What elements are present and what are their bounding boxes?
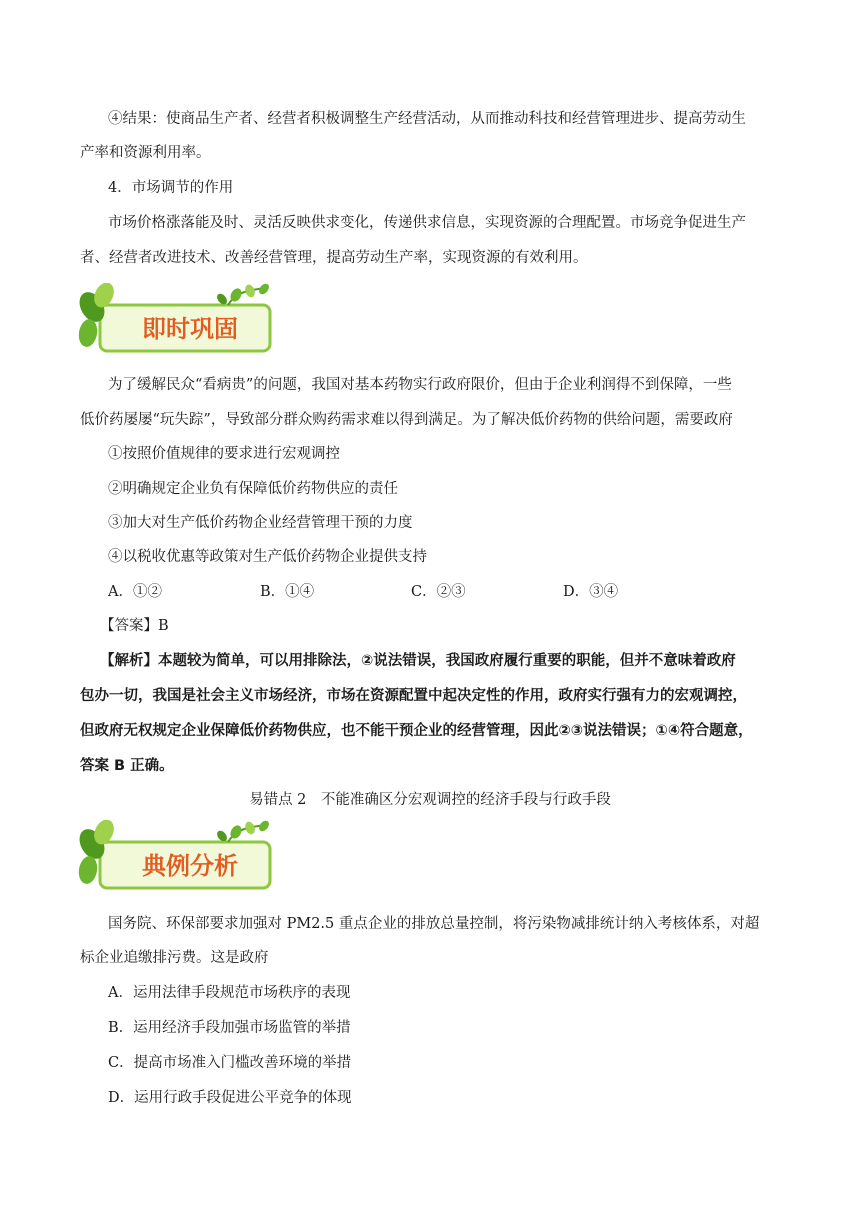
- banner-dianlifenxi: [78, 820, 283, 895]
- result-line-2: 产率和资源利用率。: [80, 145, 211, 161]
- question1-stem-line-2: 低价药屡屡“玩失踪”，导致部分群众购药需求难以得到满足。为了解决低价药物的供给问题，需要政府: [80, 412, 733, 428]
- banner-label: 即时巩固: [142, 315, 238, 343]
- question1-analysis-line-1: 【解析】本题较为简单，可以用排除法，②说法错误，我国政府履行重要的职能，但并不意味着政府: [100, 653, 736, 669]
- banner-jishigonggu: [78, 283, 283, 358]
- question2-stem-line-2: 标企业追缴排污费。这是政府: [80, 950, 269, 966]
- question2-option-b: B．运用经济手段加强市场监管的举措: [108, 1020, 351, 1036]
- question1-analysis-line-2: 包办一切，我国是社会主义市场经济，市场在资源配置中起决定性的作用，政府实行强有力的宏观调控，: [80, 688, 747, 704]
- question1-option-c: C．②③: [411, 584, 466, 600]
- question1-item-1: ①按照价值规律的要求进行宏观调控: [108, 446, 340, 462]
- market-line-1: 市场价格涨落能及时、灵活反映供求变化，传递供求信息，实现资源的合理配置。市场竞争促进生产: [108, 215, 746, 231]
- question1-analysis-line-3: 但政府无权规定企业保障低价药物供应，也不能干预企业的经营管理，因此②③说法错误；①④符合题意，: [80, 723, 753, 739]
- heading-4: 4．市场调节的作用: [108, 180, 234, 196]
- question1-item-4: ④以税收优惠等政策对生产低价药物企业提供支持: [108, 549, 427, 565]
- question2-option-a: A．运用法律手段规范市场秩序的表现: [108, 985, 351, 1001]
- question1-option-a: A．①②: [108, 584, 162, 600]
- banner-label: 典例分析: [142, 852, 238, 880]
- section-title: 易错点 2 不能准确区分宏观调控的经济手段与行政手段: [249, 792, 611, 808]
- market-line-2: 者、经营者改进技术、改善经营管理，提高劳动生产率，实现资源的有效利用。: [80, 250, 588, 266]
- result-line-1: ④结果：使商品生产者、经营者积极调整生产经营活动，从而推动科技和经营管理进步、提高劳动生: [108, 111, 746, 127]
- question1-answer: 【答案】B: [100, 618, 169, 634]
- question1-option-d: D．③④: [563, 584, 619, 600]
- question1-item-3: ③加大对生产低价药物企业经营管理干预的力度: [108, 515, 413, 531]
- question2-option-d: D．运用行政手段促进公平竞争的体现: [108, 1090, 352, 1106]
- question1-item-2: ②明确规定企业负有保障低价药物供应的责任: [108, 481, 398, 497]
- question2-option-c: C．提高市场准入门槛改善环境的举措: [108, 1055, 352, 1071]
- question1-analysis-line-4: 答案 B 正确。: [80, 758, 174, 774]
- question1-options: [108, 575, 808, 609]
- question2-stem-line-1: 国务院、环保部要求加强对 PM2.5 重点企业的排放总量控制，将污染物减排统计纳入考核体系，对超: [108, 916, 760, 932]
- question1-option-b: B．①④: [260, 584, 315, 600]
- question1-stem-line-1: 为了缓解民众“看病贵”的问题，我国对基本药物实行政府限价，但由于企业利润得不到保障，一些: [108, 377, 732, 393]
